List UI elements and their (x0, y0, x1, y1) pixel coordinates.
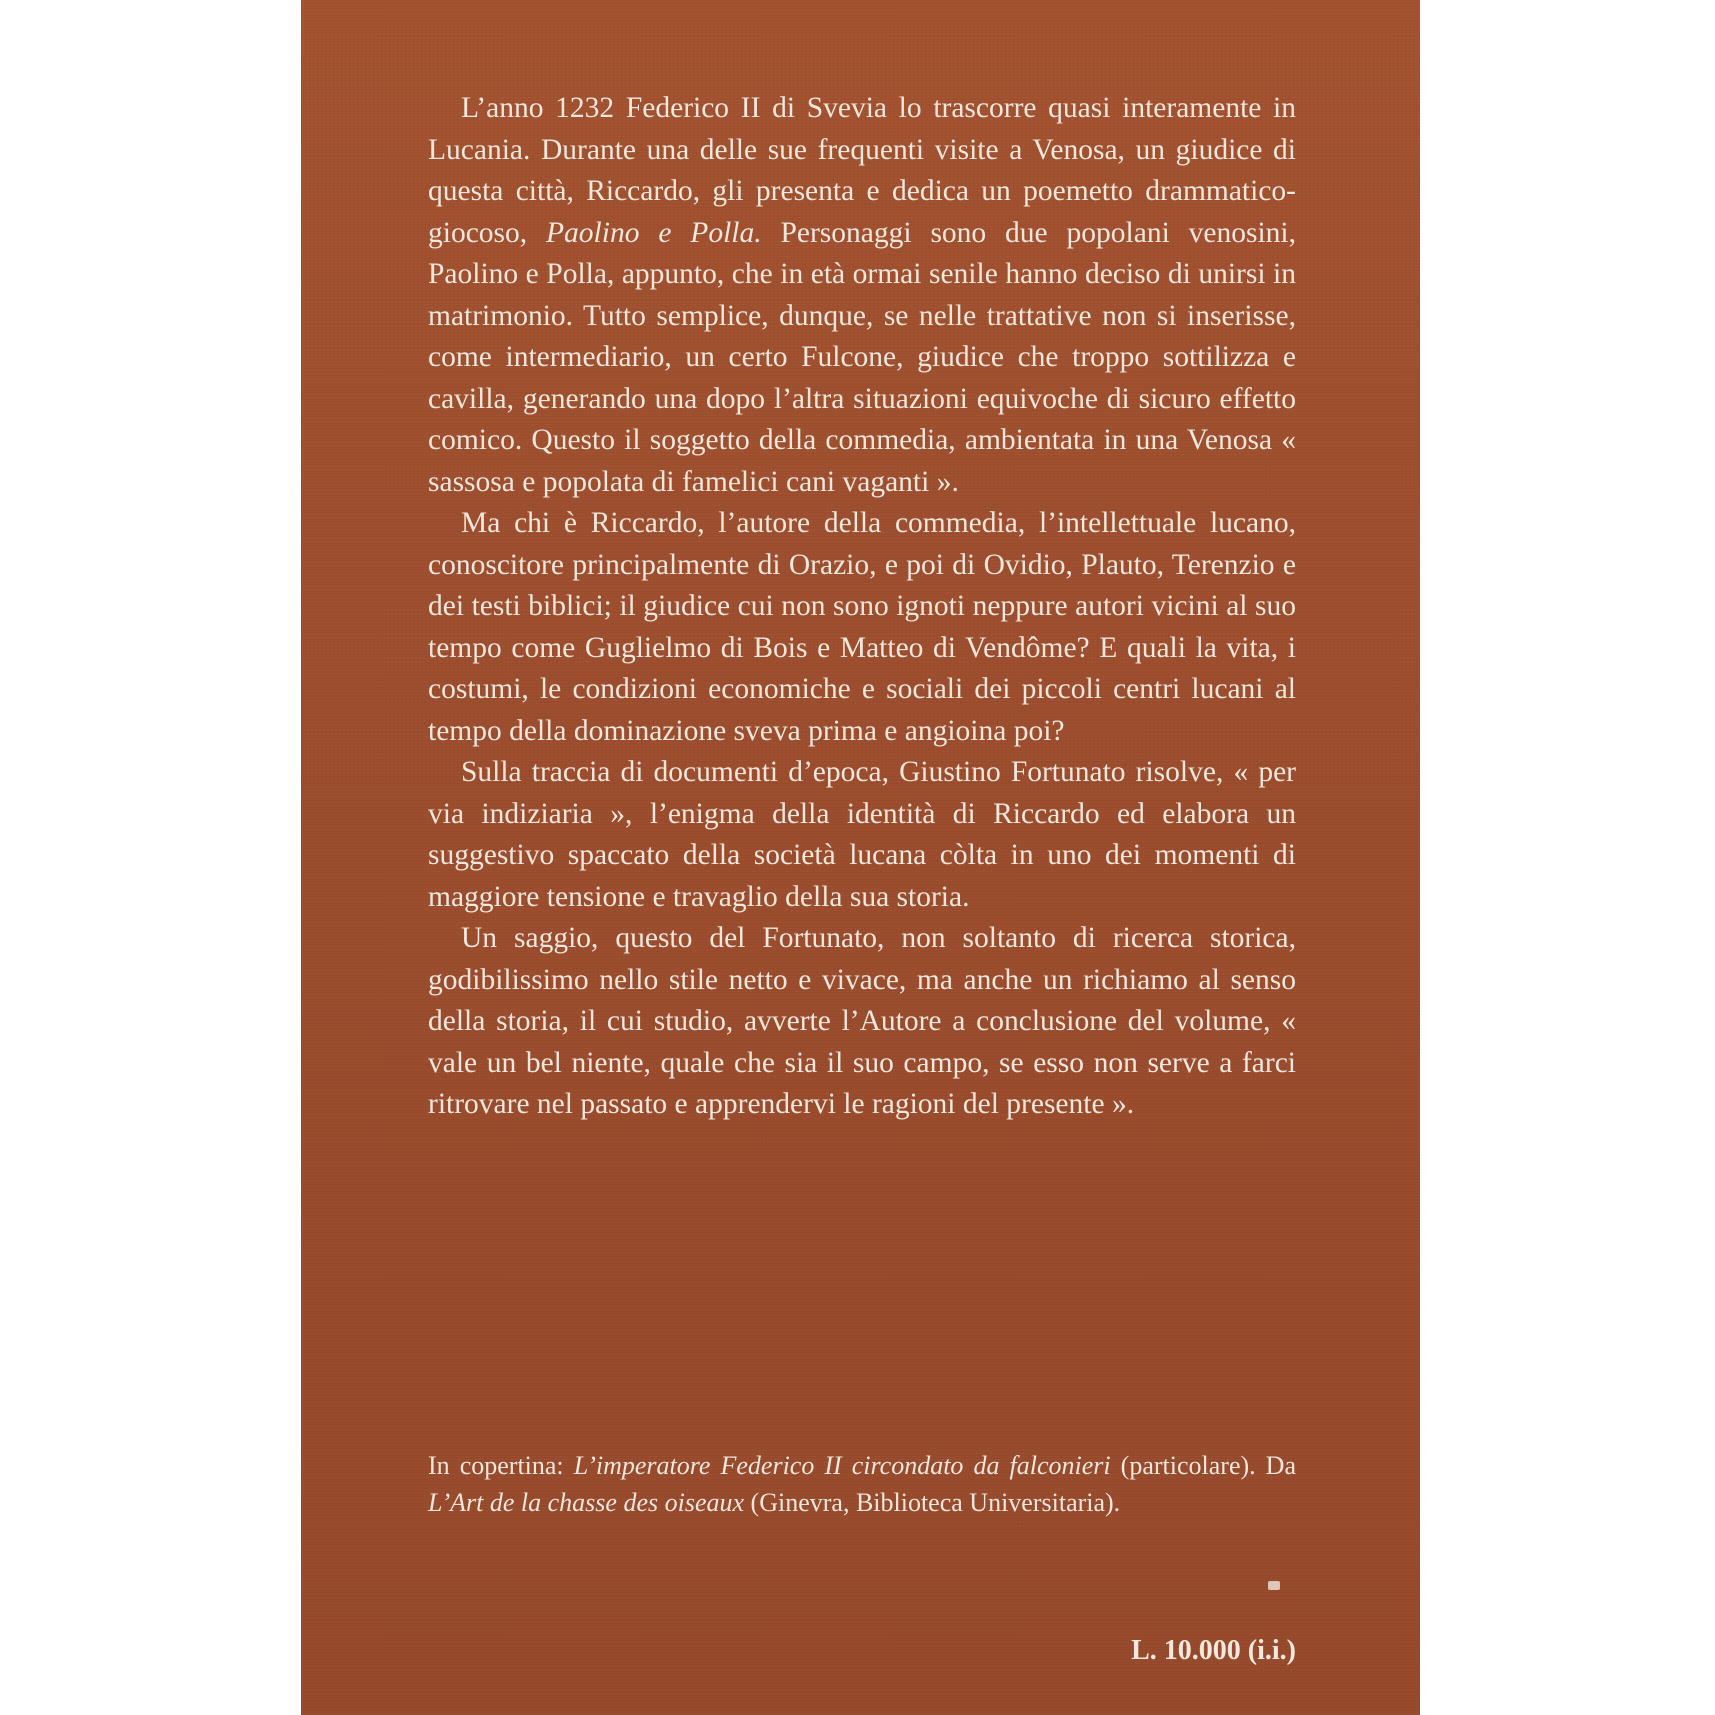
sticker-residue (1268, 1581, 1280, 1590)
blurb-paragraph-2: Ma chi è Riccardo, l’autore della commedia, l’intellettuale lucano, conoscitore principalmente di Orazio, e poi di Ovidio, Plauto, Terenzio e dei testi biblici; il giudice cui non sono ignoti neppure autori vicini al suo tempo come Guglielmo di Bois e Matteo di Vendôme? E quali la vita, i costumi, le condizioni economiche e sociali dei piccoli centri lucani al tempo della dominazione sveva prima e angioina poi? (428, 507, 1296, 747)
blurb-p1-part-b: Personaggi sono due popolani venosini, Paolino e Polla, appunto, che in età ormai senile hanno deciso di unirsi in matrimonio. Tutto semplice, dunque, se nelle trattative non si inserisse, come intermediario, un certo Fulcone, giudice che troppo sottilizza e cavilla, generando una dopo l’altra situazioni equivoche di sicuro effetto comico. Questo il soggetto della commedia, ambientata in una Venosa « sassosa e popolata di famelici cani vaganti ». (428, 216, 1296, 498)
book-title-italic: Paolino e Polla. (546, 216, 762, 249)
cover-credit (428, 1447, 1296, 1521)
blurb-p1-part-a: L’anno 1232 Federico II di Svevia lo trascorre quasi interamente in Lucania. Durante una delle sue frequenti visite a Venosa, un giudice di questa città, Riccardo, gli presenta e dedica un poemetto drammatico-giocoso, (428, 92, 1296, 249)
credit-mid: (particolare). Da (1110, 1451, 1297, 1480)
blurb-paragraph-1 (428, 88, 1296, 503)
credit-lead: In copertina: (428, 1451, 574, 1480)
blurb-paragraph-4: Un saggio, questo del Fortunato, non soltanto di ricerca storica, godibilissimo nello stile netto e vivace, ma anche un richiamo al senso della storia, il cui studio, avverte l’Autore a conclusione del volume, « vale un bel niente, quale che sia il suo campo, se esso non serve a farci ritrovare nel passato e apprendervi le ragioni del presente ». (428, 922, 1296, 1120)
credit-tail: (Ginevra, Biblioteca Universitaria). (744, 1488, 1121, 1517)
credit-artwork-title: L’imperatore Federico II circondato da falconieri (573, 1451, 1111, 1480)
credit-book-title: L’Art de la chasse des oiseaux (428, 1488, 745, 1517)
price-label: L. 10.000 (i.i.) (1131, 1635, 1296, 1666)
blurb-text (428, 88, 1296, 1126)
blurb-paragraph-3: Sulla traccia di documenti d’epoca, Giustino Fortunato risolve, « per via indiziaria », l’enigma della identità di Riccardo ed elabora un suggestivo spaccato della società lucana còlta in uno dei momenti di maggiore tensione e travaglio della sua storia. (428, 756, 1296, 913)
book-back-cover (301, 0, 1420, 1715)
